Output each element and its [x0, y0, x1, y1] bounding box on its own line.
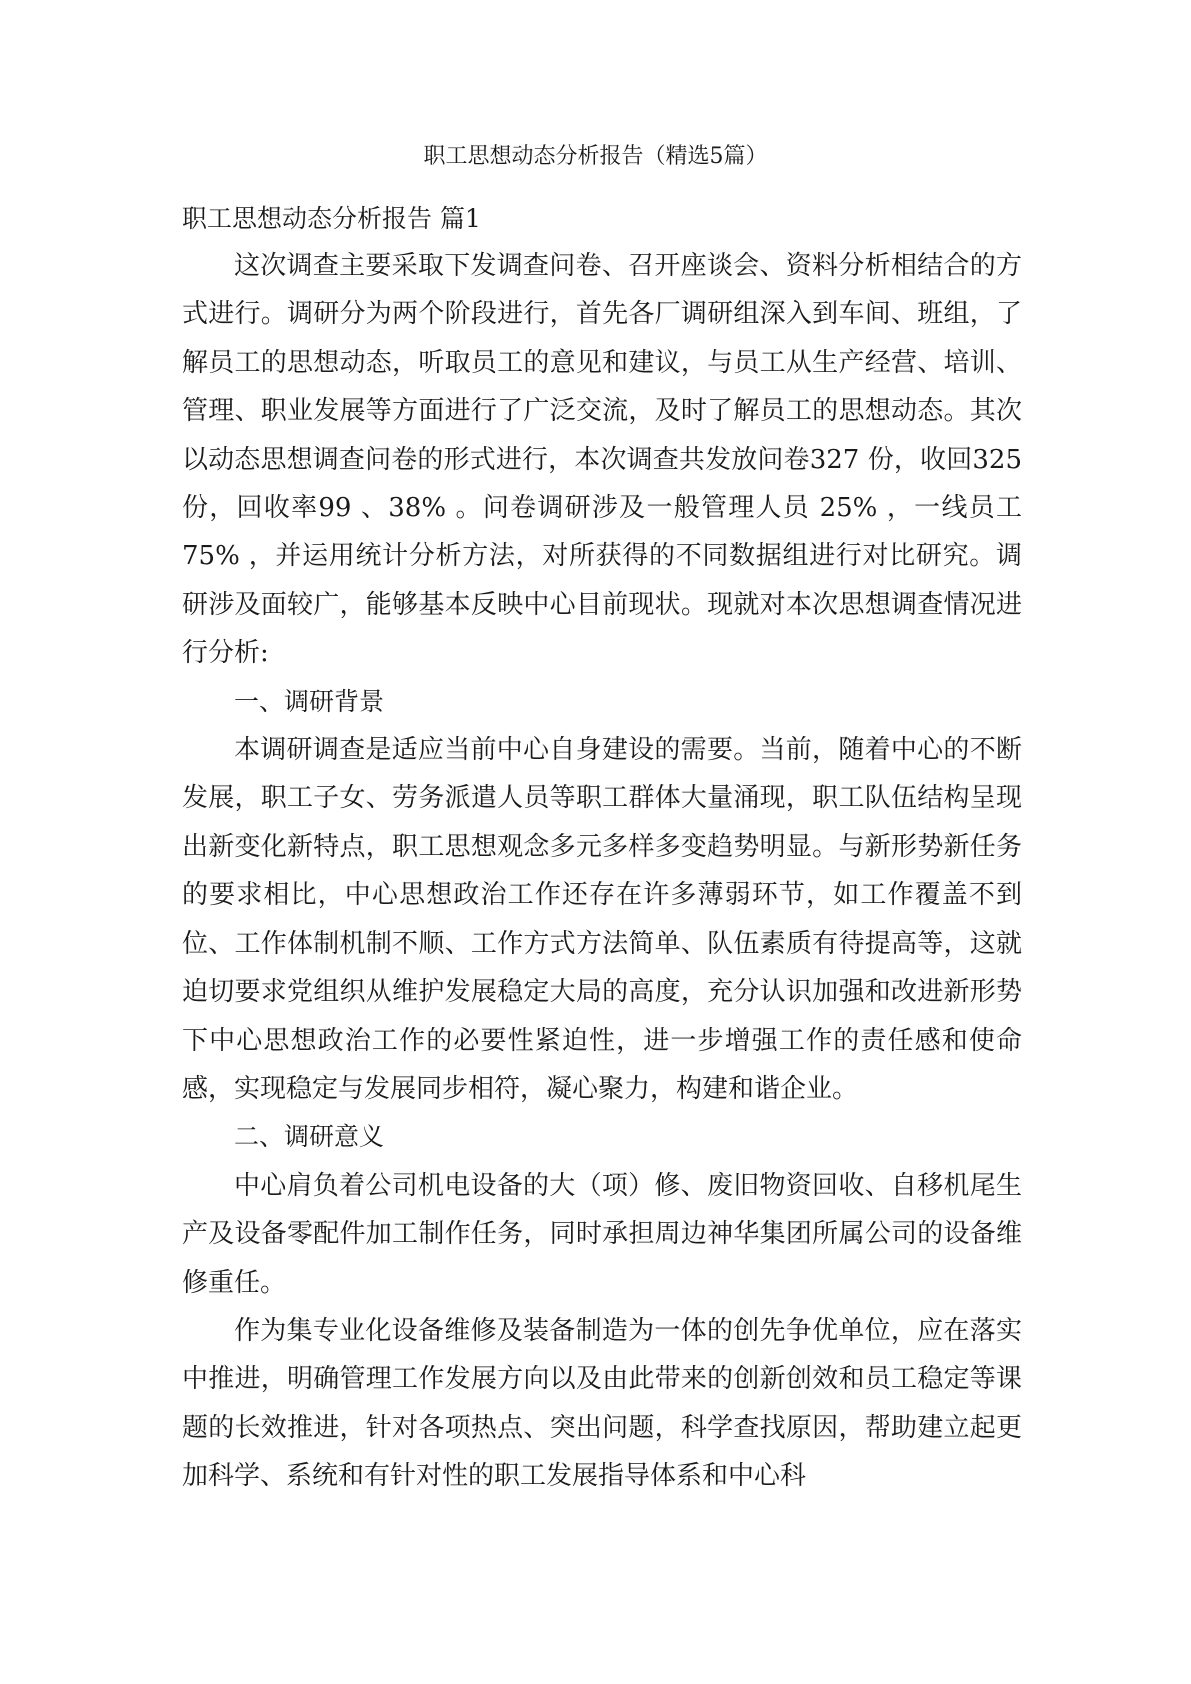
paragraph-intro: 这次调查主要采取下发调查问卷、召开座谈会、资料分析相结合的方式进行。调研分为两个阶段进行，首先各厂调研组深入到车间、班组，了解员工的思想动态，听取员工的意见和建议，与员工从生产经营、培训、管理、职业发展等方面进行了广泛交流，及时了解员工的思想动态。其次以动态思想调查问卷的形式进行，本次调查共发放问卷327 份，收回325 份，回收率99 、38% 。问卷调研涉及一般管理人员 25% ，一线员工 75% ，并运用统计分析方法，对所获得的不同数据组进行对比研究。调研涉及面较广，能够基本反映中心目前现状。现就对本次思想调查情况进行分析: — [182, 251, 1022, 669]
paragraph-background: 本调研调查是适应当前中心自身建设的需要。当前，随着中心的不断发展，职工子女、劳务派遣人员等职工群体大量涌现，职工队伍结构呈现出新变化新特点，职工思想观念多元多样多变趋势明显。与新形势新任务的要求相比，中心思想政治工作还存在许多薄弱环节，如工作覆盖不到位、工作体制机制不顺、工作方式方法简单、队伍素质有待提高等，这就迫切要求党组织从维护发展稳定大局的高度，充分认识加强和改进新形势下中心思想政治工作的必要性紧迫性，进一步增强工作的责任感和使命感，实现稳定与发展同步相符，凝心聚力，构建和谐企业。 — [182, 735, 1022, 1104]
heading-significance: 二、调研意义 — [234, 1122, 385, 1152]
section-title: 职工思想动态分析报告 篇1 — [182, 204, 481, 233]
paragraph-significance-2: 作为集专业化设备维修及装备制造为一体的创先争优单位，应在落实中推进，明确管理工作发展方向以及由此带来的创新创效和员工稳定等课题的长效推进，针对各项热点、突出问题，科学查找原因，帮助建立起更加科学、系统和有针对性的职工发展指导体系和中心科 — [182, 1315, 1022, 1492]
document-body — [182, 196, 1022, 1501]
heading-background: 一、调研背景 — [234, 686, 385, 716]
paragraph-significance-1: 中心肩负着公司机电设备的大（项）修、废旧物资回收、自移机尾生产及设备零配件加工制作任务，同时承担周边神华集团所属公司的设备维修重任。 — [182, 1170, 1022, 1298]
document-title: 职工思想动态分析报告（精选5篇） — [423, 144, 768, 169]
